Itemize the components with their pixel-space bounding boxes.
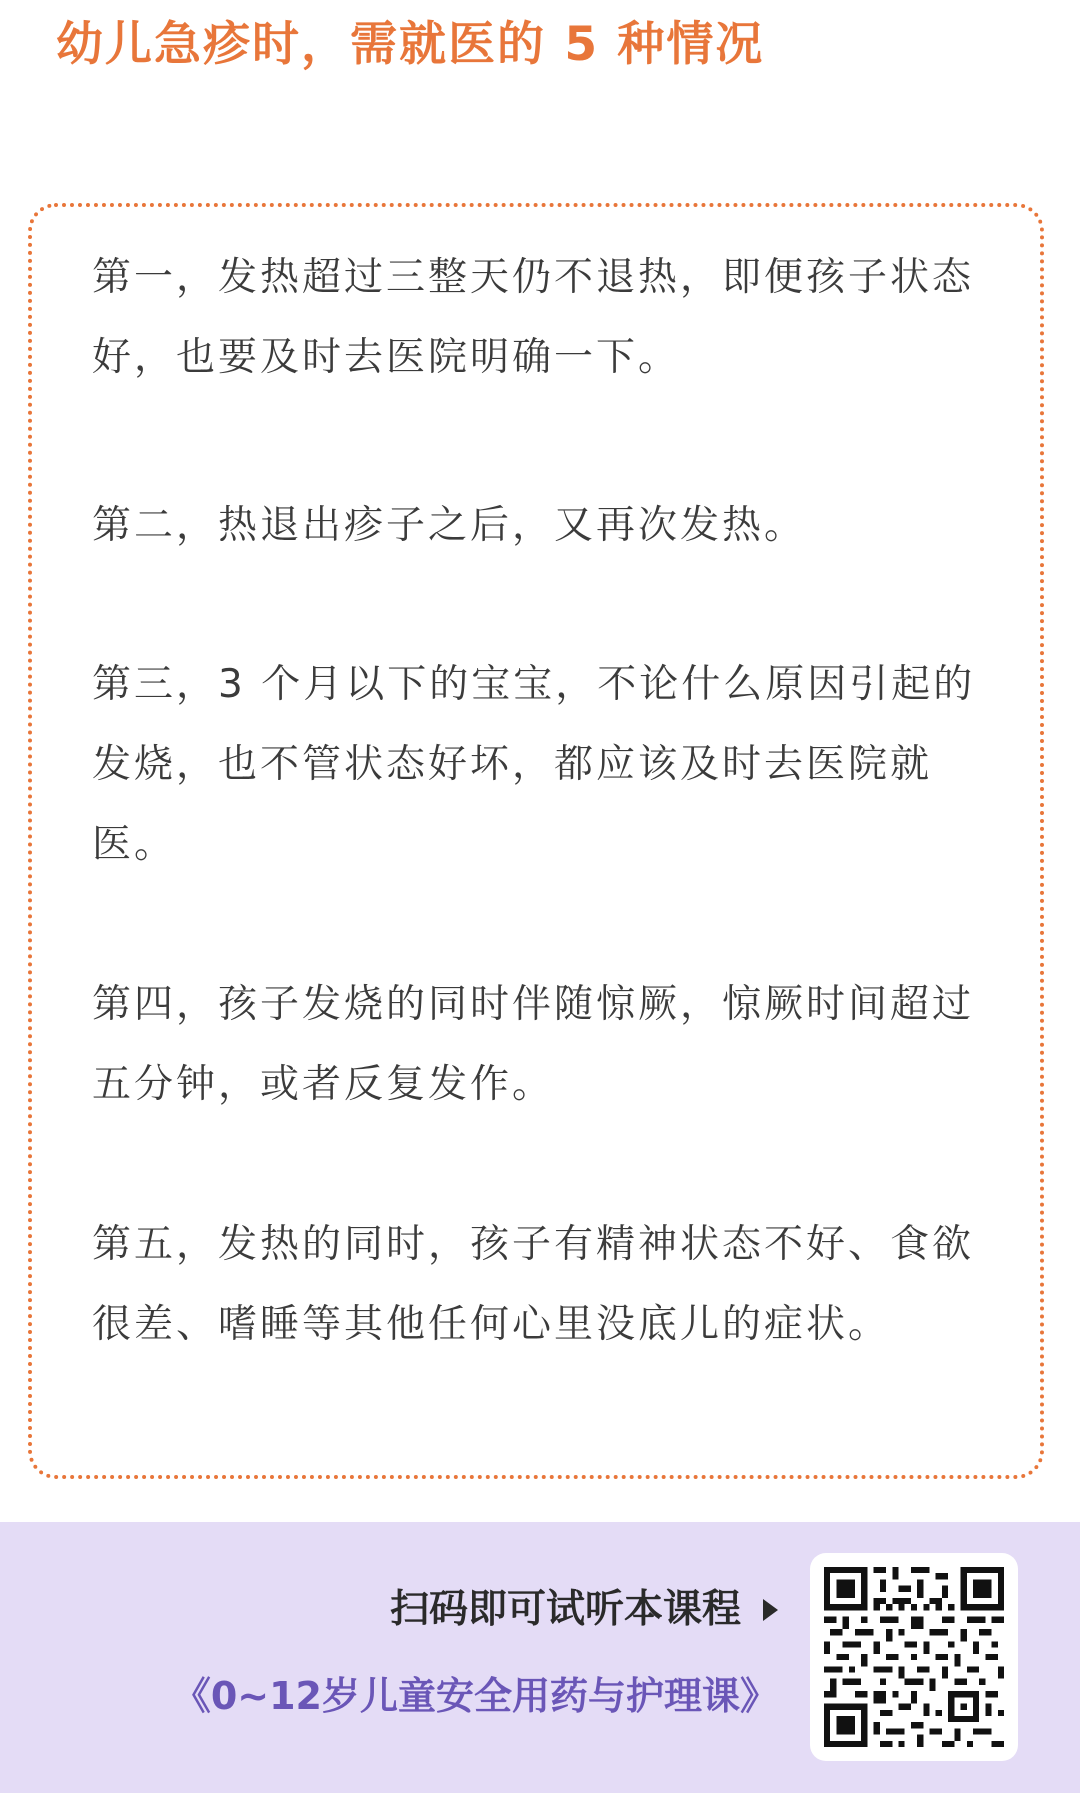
course-promo-banner[interactable] — [0, 1522, 1080, 1793]
paragraph-5: 第五，发热的同时，孩子有精神状态不好、食欲很差、嗜睡等其他任何心里没底儿的症状。 — [92, 1222, 975, 1347]
page-title: 幼儿急疹时，需就医的 5 种情况 — [56, 17, 765, 72]
play-arrow-icon — [763, 1599, 778, 1621]
paragraph-2: 第二，热退出疹子之后，又再次发热。 — [92, 503, 807, 548]
paragraph-1: 第一，发热超过三整天仍不退热，即便孩子状态好，也要及时去医院明确一下。 — [92, 255, 975, 380]
paragraph-3: 第三，3 个月以下的宝宝，不论什么原因引起的发烧，也不管状态好坏，都应该及时去医院就医。 — [92, 662, 976, 867]
cta-label: 扫码即可试听本课程 — [389, 1587, 741, 1632]
qr-code[interactable] — [810, 1553, 1018, 1761]
course-title: 《0~12岁儿童安全用药与护理课》 — [172, 1674, 778, 1718]
qr-code-icon — [824, 1567, 1004, 1747]
paragraph-4: 第四，孩子发烧的同时伴随惊厥，惊厥时间超过五分钟，或者反复发作。 — [92, 982, 975, 1107]
scan-to-listen-text — [390, 1582, 778, 1638]
